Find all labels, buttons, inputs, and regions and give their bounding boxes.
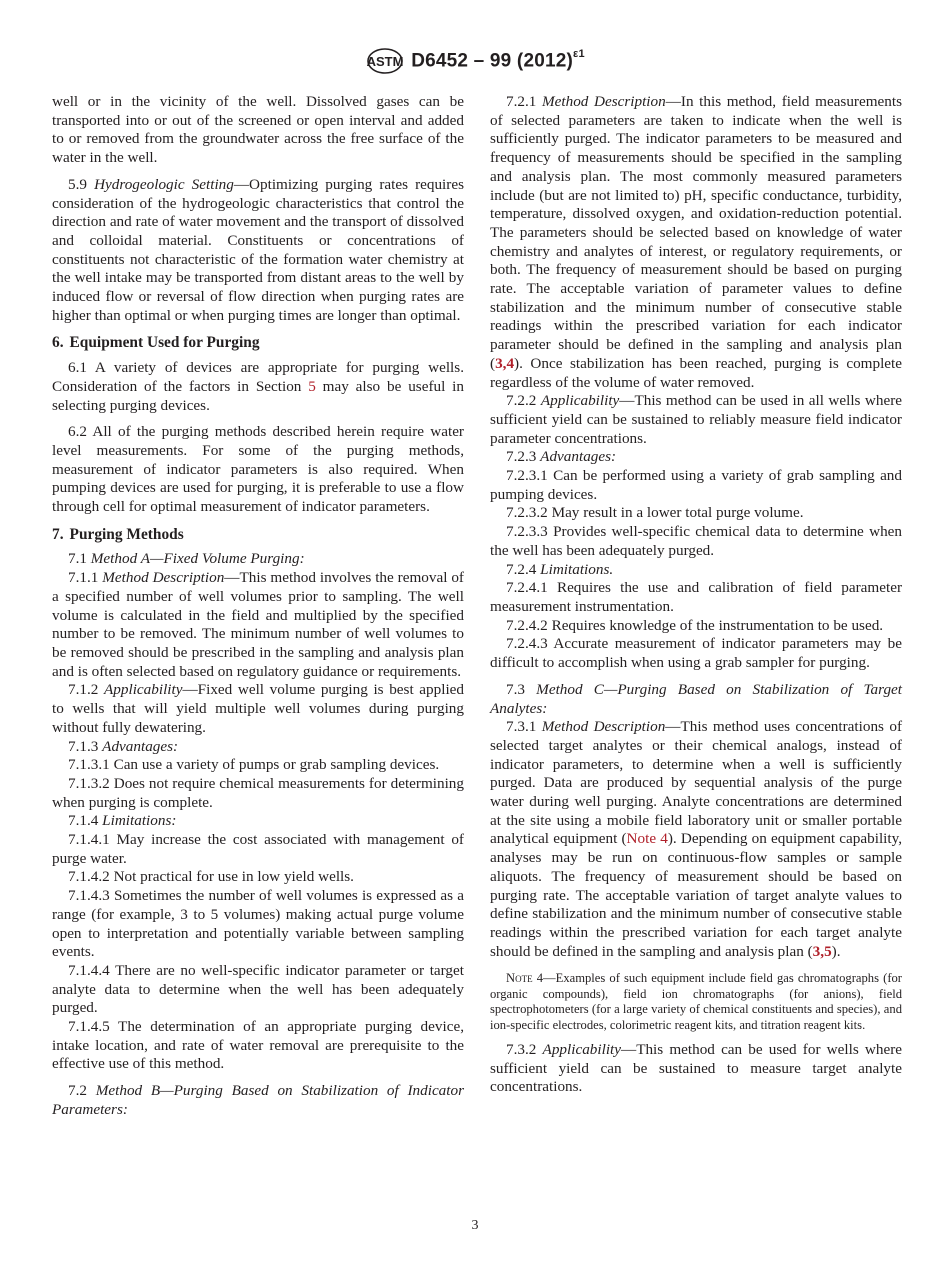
paragraph-7-1-3: 7.1.3 Advantages: — [68, 737, 179, 755]
paragraph-7-2-3-2: 7.2.3.2 May result in a lower total purge volume. — [506, 504, 804, 522]
paragraph-7-1-4-3: 7.1.4.3 Sometimes the number of well volumes is expressed as a range (for example, 3 to 5 volumes) making actual purge volume open to interpretation and potentially variable between sampling events. — [52, 887, 464, 961]
section-5-link[interactable]: 5 — [308, 377, 316, 395]
paragraph-7-2-4-1: 7.2.4.1 Requires the use and calibration of field parameter measurement instrumentation. — [490, 579, 902, 615]
paragraph-7-2-4-3: 7.2.4.3 Accurate measurement of indicator parameters may be difficult to accomplish when using a grab sampler for purging. — [490, 635, 902, 672]
reference-link-3-4[interactable]: 3,4 — [495, 354, 515, 372]
paragraph-6-2: 6.2 All of the purging methods described herein require water level measurements. For some of the purging methods, measurement of indicator parameters is also required. When pumping devices are used for purging, it is preferable to use a flow through cell for optimal measurement of indicator parameters. — [52, 423, 464, 516]
astm-logo-icon — [365, 46, 405, 76]
paragraph-7-2: 7.2 Method B—Purging Based on Stabilization of Indicator Parameters: — [52, 1082, 465, 1118]
right-column — [490, 93, 902, 1097]
document-designation: D6452 – 99 $(2012)^{\varepsilon 1}$ — [411, 47, 585, 72]
paragraph-7-3: 7.3 Method C—Purging Based on Stabilization of Target Analytes: — [490, 680, 902, 717]
paragraph-6-1: 6.1 A variety of devices are appropriate for purging wells. Consideration of the factors in Section 5 may also be useful in selecting purging devices. — [52, 359, 464, 414]
paragraph-7-2-3-1: 7.2.3.1 Can be performed using a variety of grab sampling and pumping devices. — [490, 467, 902, 503]
paragraph-7-1-4: 7.1.4 Limitations: — [68, 812, 177, 830]
paragraph-7-2-1: 7.2.1 Method Description—In this method, field measurements of selected parameters are taken to indicate when the well is sufficiently purged. The indicator parameters to be measured and frequency of measurements should be specified in the sampling and analysis plan. The most commonly measured parameters include (but are not limited to) pH, specific conductance, turbidity, temperature, dissolved oxygen, and oxidation-reduction potential. The parameters should be selected based on knowledge of water chemistry and analytes of interest, or regulatory requirements, or both. The frequency of measurement should be based on purging rate. The acceptable variation of parameter values to define stabilization and the minimum number of consecutive stable readings within the prescribed variation for each indicator parameter should be defined in the sampling and analysis plan (3,4). Once stabilization has been reached, purging is complete regardless of the volume of water removed. — [490, 93, 903, 391]
left-column — [52, 93, 464, 1120]
paragraph-7-1: 7.1 Method A—Fixed Volume Purging: — [68, 550, 305, 568]
page-number: 3 — [471, 1218, 479, 1233]
paragraph-7-2-3-3: 7.2.3.3 Provides well-specific chemical data to determine when the well has been adequately purged. — [490, 523, 902, 559]
paragraph-5-9: 5.9 Hydrogeologic Setting—Optimizing purging rates requires consideration of the hydrogeologic characteristics that control the direction and rate of water movement and the transport of dissolved and colloidal material. Constituents or concentrations of constituents not characteristic of the formation water chemistry at the well intake may be transported from distant areas to the well by induced flow or reversal of flow direction when purging rates are higher than optimal or when purging times are longer than optimal. — [52, 175, 464, 324]
paragraph-continuation: well or in the vicinity of the well. Dissolved gases can be transported into or out of the screened or open interval and added to or removed from the groundwater across the free surface of the water in the well. — [52, 93, 464, 167]
note-4-link[interactable]: Note 4 — [626, 830, 668, 848]
paragraph-7-1-4-5: 7.1.4.5 The determination of an appropriate purging device, intake location, and rate of water removal are prerequisite to the effective use of this method. — [52, 1018, 464, 1073]
edition-superscript: ε1 — [573, 47, 585, 60]
section-heading-6: 6. Equipment Used for Purging — [52, 334, 260, 352]
paragraph-7-1-4-4: 7.1.4.4 There are no well-specific indicator parameter or target analyte data to determine when the well has been adequately purged. — [52, 961, 464, 1017]
paragraph-7-2-3: 7.2.3 Advantages: — [506, 448, 617, 466]
section-heading-7: 7. Purging Methods — [52, 525, 184, 543]
paragraph-7-2-4: 7.2.4 Limitations. — [506, 560, 614, 578]
paragraph-7-1-3-2: 7.1.3.2 Does not require chemical measurements for determining when purging is complete. — [52, 774, 464, 811]
paragraph-7-1-1: 7.1.1 Method Description—This method involves the removal of a specified number of well volumes prior to sampling. The well volume is calculated in the field and multiplied by the specified number to be removed. The minimum number of well volumes to be removed should be prescribed in the sampling and analysis plan and is often selected based on regulatory guidance or requirements. — [52, 569, 464, 680]
note-4: Note 4—Examples of such equipment include field gas chromatographs (for organic compounds), field ion chromatographs (for anions), field spectrophotometers (for a large variety of chemical constituents and species), and ion-specific electrodes, colorimetric reagent kits, and titration reagent kits. — [490, 971, 903, 1032]
page-header — [0, 46, 950, 81]
paragraph-7-1-4-1: 7.1.4.1 May increase the cost associated with management of purge water. — [52, 831, 464, 867]
svg-text:ASTM: ASTM — [366, 54, 404, 69]
paragraph-7-1-2: 7.1.2 Applicability—Fixed well volume purging is best applied to wells that will yield multiple well volumes during purging without fully dewatering. — [52, 681, 464, 736]
reference-link-3-5[interactable]: 3,5 — [812, 942, 832, 960]
paragraph-7-2-4-2: 7.2.4.2 Requires knowledge of the instrumentation to be used. — [506, 616, 884, 634]
paragraph-7-1-4-2: 7.1.4.2 Not practical for use in low yield wells. — [68, 868, 354, 886]
paragraph-7-3-2: 7.3.2 Applicability—This method can be used for wells where sufficient yield can be sustained to measure target analyte concentrations. — [490, 1040, 902, 1096]
paragraph-7-3-1: 7.3.1 Method Description—This method uses concentrations of selected target analytes or their chemical analogs, instead of indicator parameters, to determine when a well is sufficiently purged. Data are produced by sequential analysis of the purge water during well purging. Analyte concentrations are determined at the site using a mobile field laboratory unit or smaller portable analytical equipment (Note 4). Depending on equipment capability, analyses may be run on continuous-flow samples or sample aliquots. The frequency of measurement should be based on purging rate. The acceptable variation of target analyte values to define stabilization and the minimum number of consecutive stable readings within the prescribed variation for each target analyte should be defined in the sampling and analysis plan (3,5). — [490, 718, 903, 960]
paragraph-7-2-2: 7.2.2 Applicability—This method can be used in all wells where sufficient yield can be sustained to reliably measure field indicator parameter concentrations. — [490, 392, 902, 447]
paragraph-7-1-3-1: 7.1.3.1 Can use a variety of pumps or grab sampling devices. — [68, 756, 440, 774]
